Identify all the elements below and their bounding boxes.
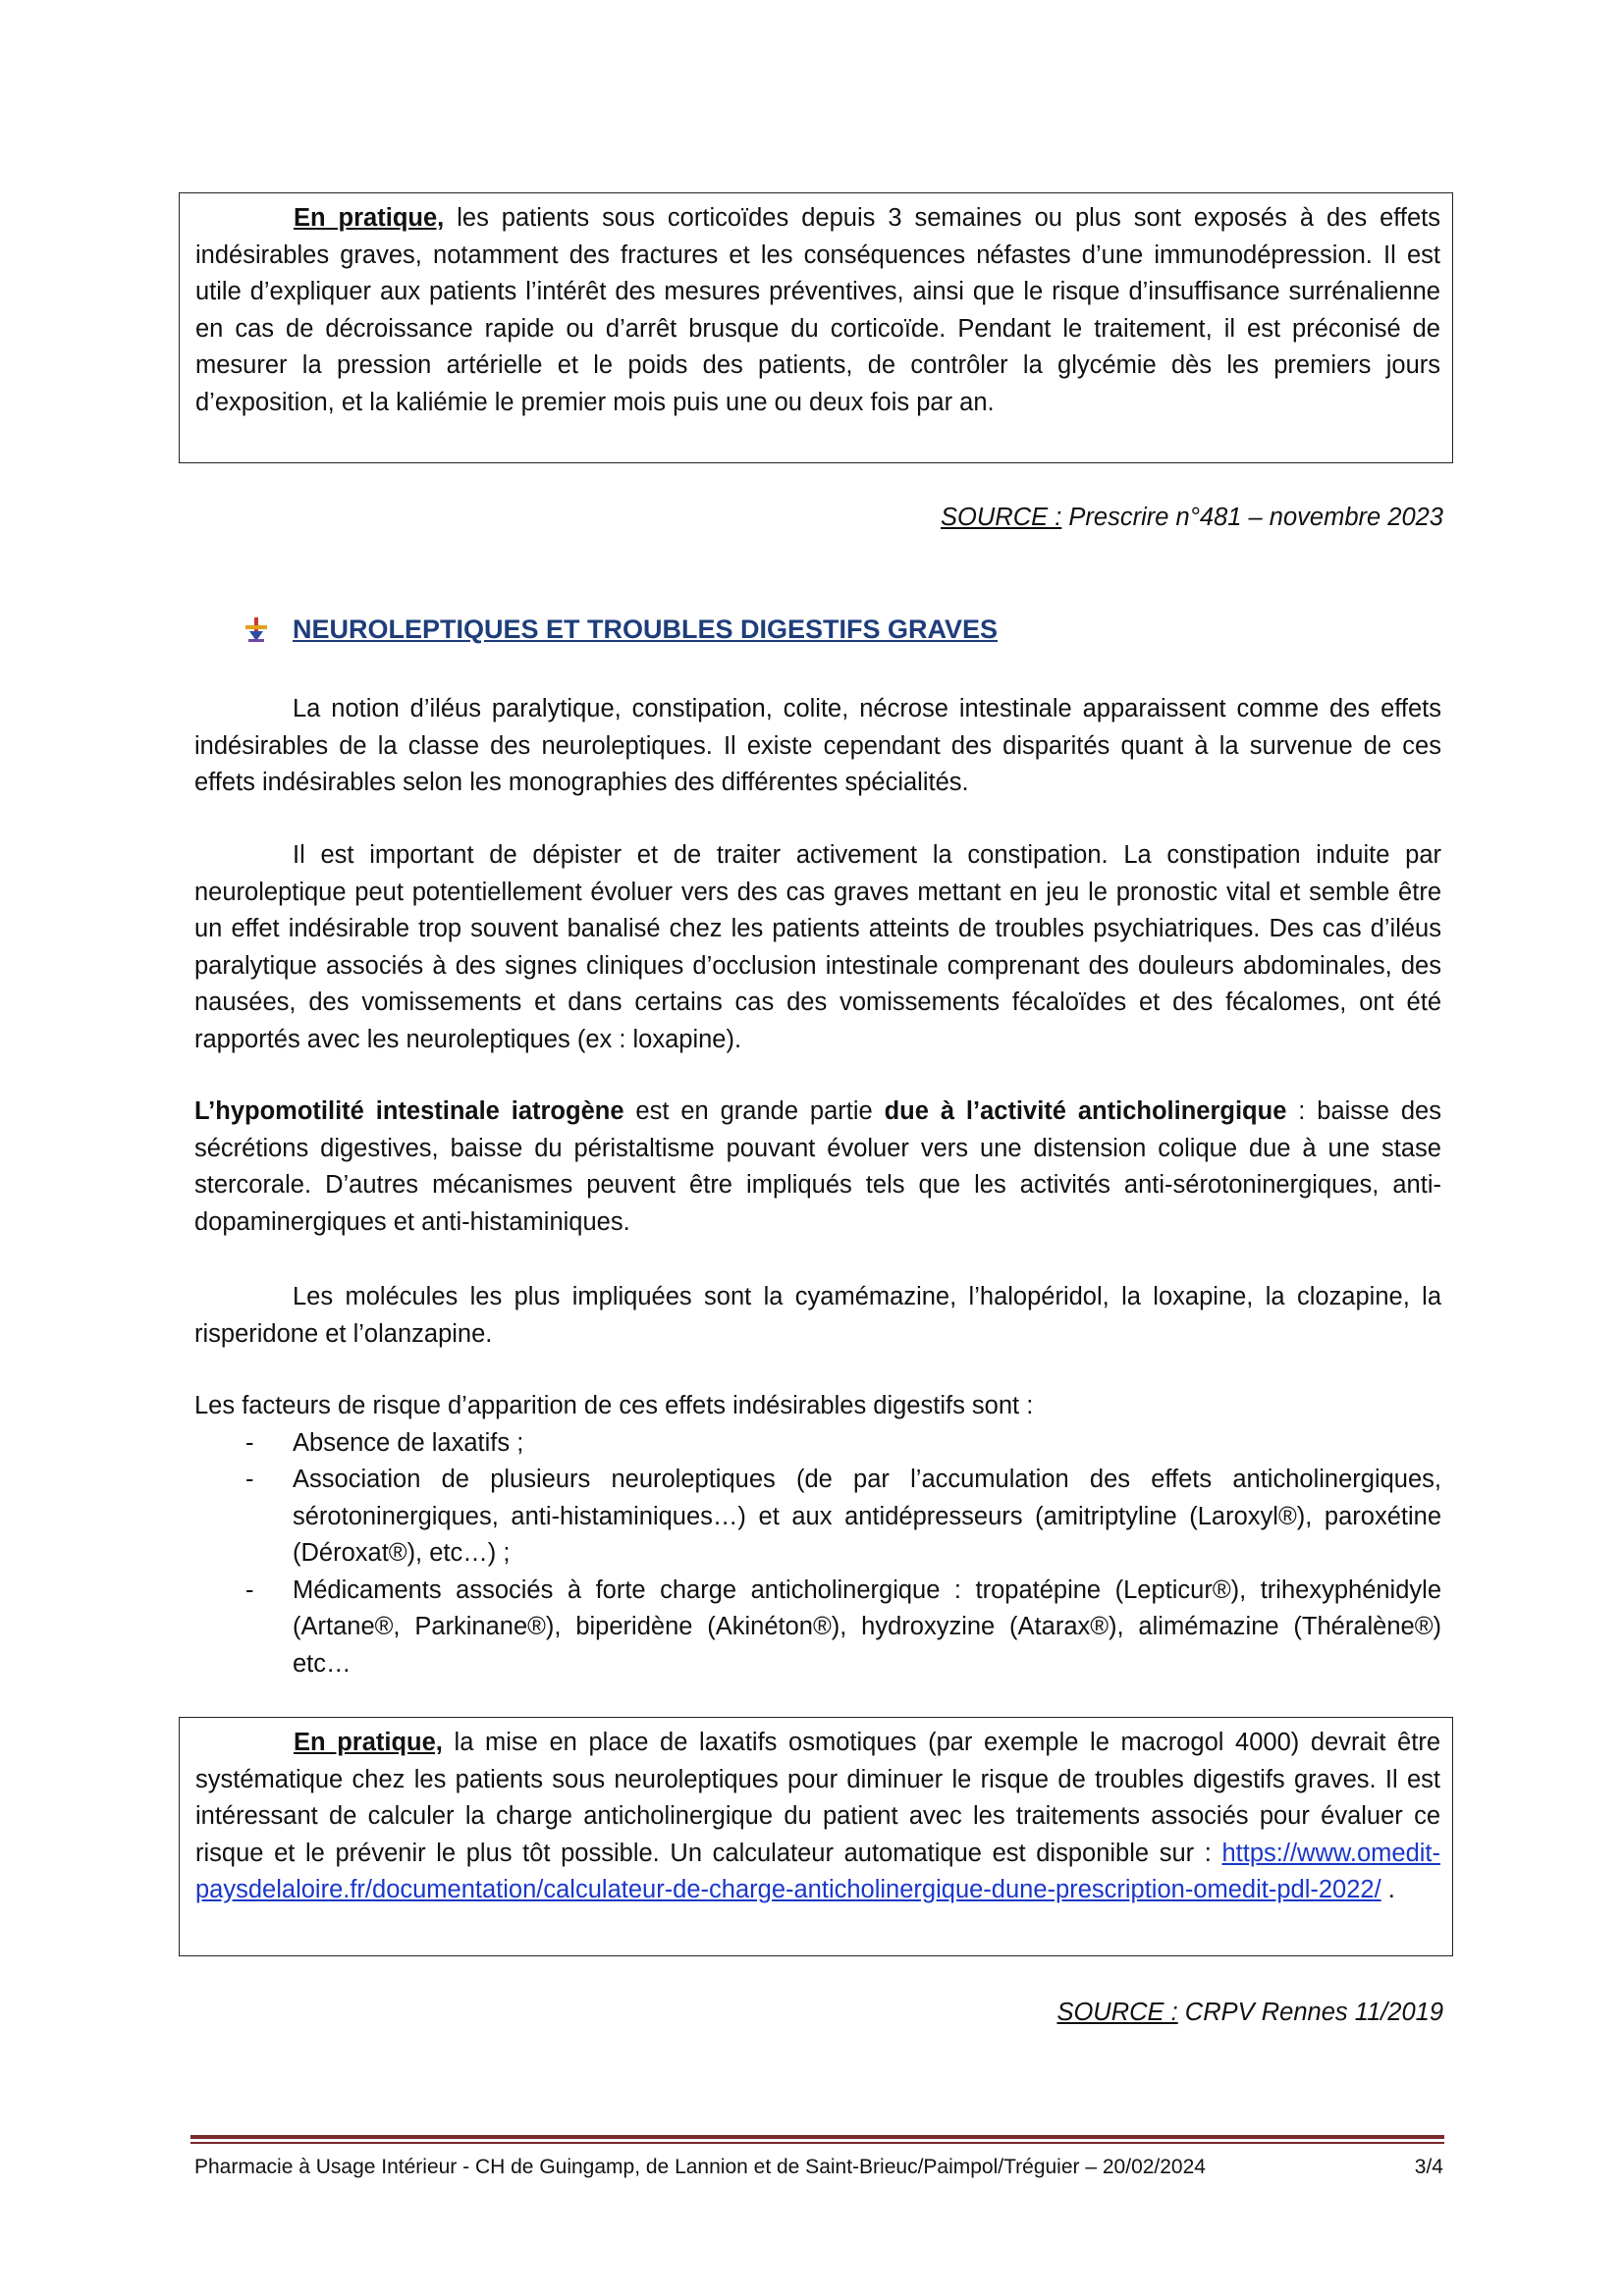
calculator-link[interactable]: https://www.omedit-paysdelaloire.fr/documentation/calculateur-de-charge-anticholinergique-dune-prescription-omedit-pdl-2022/ <box>195 1839 1440 1903</box>
practice-box-neuroleptics <box>179 1717 1453 1956</box>
source-text: Prescrire n°481 – novembre 2023 <box>1061 504 1443 531</box>
section-heading <box>245 614 998 645</box>
p3-rest-text: : baisse des sécrétions digestives, baisse du péristaltisme pouvant évoluer vers une distension colique due à une stase stercorale. D’autres mécanismes peuvent être impliqués tels que les activités anti-sérotoninergiques, anti-dopaminergiques et anti-histaminiques. <box>194 1097 1441 1236</box>
list-item <box>194 1425 1441 1463</box>
practice-box-text <box>195 1725 1440 1909</box>
practice-box-text <box>195 200 1440 421</box>
paragraph-molecules: Les molécules les plus impliquées sont la cyamémazine, l’halopéridol, la loxapine, la clozapine, la risperidone et l’olanzapine. <box>194 1283 1441 1348</box>
section-title: NEUROLEPTIQUES ET TROUBLES DIGESTIFS GRAVES <box>293 614 999 644</box>
list-item-text: Association de plusieurs neuroleptiques (de par l’accumulation des effets anticholinergiques, sérotoninergiques, anti-histaminiques…) et aux antidépresseurs (amitriptyline (Laroxyl®), paroxétine (Déroxat®), etc…) ; <box>293 1466 1441 1567</box>
list-dash: - <box>245 1466 254 1493</box>
risk-factors-intro: Les facteurs de risque d’apparition de ces effets indésirables digestifs sont : <box>194 1392 1034 1419</box>
footer-rule-thin <box>190 2142 1444 2144</box>
source-citation-1 <box>941 504 1443 532</box>
list-item-text: Absence de laxatifs ; <box>293 1428 524 1457</box>
paragraph-hypomotility <box>194 1094 1441 1241</box>
list-item-text: Médicaments associés à forte charge anticholinergique : tropatépine (Lepticur®), trihexyphénidyle (Artane®, Parkinane®), biperidène (Akinéton®), hydroxyzine (Atarax®), alimémazine (Théralène®) etc… <box>293 1575 1441 1678</box>
list-item <box>194 1573 1441 1683</box>
footer-rule-thick <box>190 2135 1444 2139</box>
bullet-arrow-icon <box>245 617 267 643</box>
practice-body: la mise en place de laxatifs osmotiques (par exemple le macrogol 4000) devrait être systématique chez les patients sous neuroleptiques pour diminuer le risque de troubles digestifs graves. Il est intéressant de calculer la charge anticholinergique du patient avec les traitements associés pour évaluer ce risque et le prévenir le plus tôt possible. Un calculateur automatique est disponible sur : <box>195 1729 1440 1867</box>
practice-lead: En pratique, <box>294 1729 443 1756</box>
source-text: CRPV Rennes 11/2019 <box>1177 1999 1443 2026</box>
list-item <box>194 1462 1441 1573</box>
practice-body: les patients sous corticoïdes depuis 3 semaines ou plus sont exposés à des effets indésirables graves, notamment des fractures et les conséquences néfastes d’une immunodépression. Il est utile d’expliquer aux patients l’intérêt des mesures préventives, ainsi que le risque d’insuffisance surrénalienne en cas de décroissance rapide ou d’arrêt brusque du corticoïde. Pendant le traitement, il est préconisé de mesurer la pression artérielle et le poids des patients, de contrôler la glycémie dès les premiers jours d’exposition, et la kaliémie le premier mois puis une ou deux fois par an. <box>195 204 1440 416</box>
list-dash: - <box>245 1428 254 1457</box>
footer-text: Pharmacie à Usage Intérieur - CH de Guingamp, de Lannion et de Saint-Brieuc/Paimpol/Tréguier – 20/02/2024 <box>194 2156 1206 2178</box>
bold-anticholinergic: due à l’activité anticholinergique <box>884 1097 1287 1125</box>
source-label: SOURCE : <box>1056 1999 1178 2026</box>
risk-factors-list <box>194 1425 1441 1683</box>
page-number: 3/4 <box>1414 2156 1443 2178</box>
practice-box-corticoids <box>179 192 1453 463</box>
risk-factors-section <box>194 1388 1441 1682</box>
practice-lead: En pratique, <box>294 204 445 232</box>
source-label: SOURCE : <box>941 504 1062 531</box>
paragraph-constipation: Il est important de dépister et de traiter activement la constipation. La constipation induite par neuroleptique peut potentiellement évoluer vers des cas graves mettant en jeu le pronostic vital et semble être un effet indésirable trop souvent banalisé chez les patients atteints de troubles psychiatriques. Des cas d’iléus paralytique associés à des signes cliniques d’occlusion intestinale comprenant des douleurs abdominales, des nausées, des vomissements et dans certains cas des vomissements fécaloïdes et des fécalomes, ont été rapportés avec les neuroleptiques (ex : loxapine). <box>194 841 1441 1053</box>
list-dash: - <box>245 1575 254 1604</box>
source-citation-2 <box>1056 1999 1443 2027</box>
paragraph-ileus: La notion d’iléus paralytique, constipation, colite, nécrose intestinale apparaissent comme des effets indésirables de la classe des neuroleptiques. Il existe cependant des disparités quant à la survenue de ces effets indésirables selon les monographies des différentes spécialités. <box>194 695 1441 796</box>
practice-end: . <box>1380 1876 1395 1903</box>
bold-hypomotility: L’hypomotilité intestinale iatrogène <box>194 1097 624 1125</box>
p3-mid-text: est en grande partie <box>623 1097 885 1125</box>
